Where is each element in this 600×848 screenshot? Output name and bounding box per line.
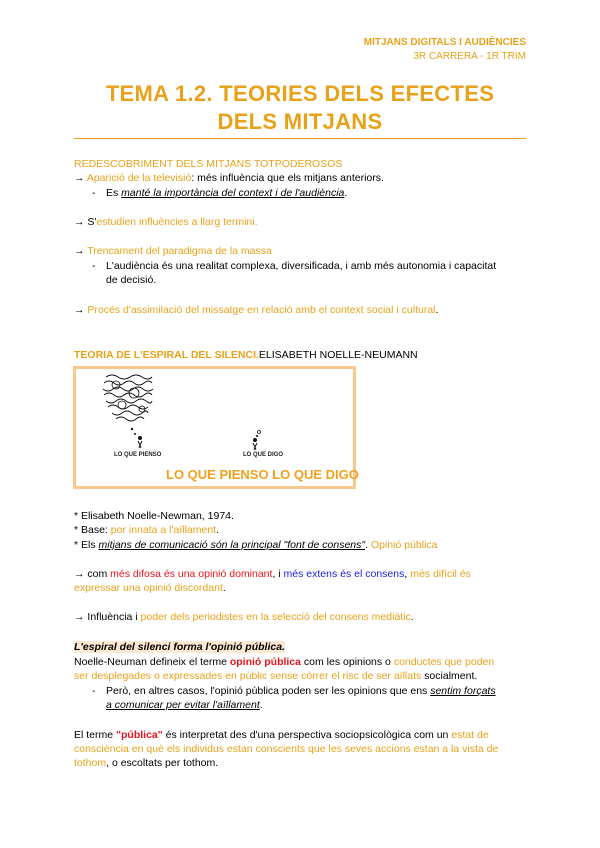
header-course: MITJANS DIGITALS I AUDIÈNCIES bbox=[363, 37, 526, 48]
s2-bullet-3-post: . bbox=[365, 539, 371, 551]
s3-para-line1-red: "pública" bbox=[116, 729, 163, 741]
title-divider bbox=[74, 138, 526, 139]
s2-para-1-orange: més difícil és bbox=[410, 568, 471, 580]
figure-caption: LO QUE PIENSO LO QUE DIGO bbox=[166, 467, 359, 482]
s3-sub-line2 bbox=[106, 698, 263, 712]
s2-para-2-pre: → Influència i bbox=[74, 611, 141, 623]
s1-item-3-pre: → bbox=[74, 245, 88, 257]
s2-para-2-highlight: poder dels periodistes en la selecció del consens mediàtic bbox=[140, 611, 411, 623]
person-right-icon bbox=[253, 438, 257, 450]
figure-label-small-left: LO QUE PIENSO bbox=[114, 452, 162, 458]
section-heading-espiral bbox=[74, 348, 418, 362]
s2-bullet-2 bbox=[74, 523, 219, 537]
s3-para-line1 bbox=[74, 728, 489, 742]
s3-line-2-b: socialment. bbox=[421, 670, 478, 682]
s2-para-1-line1 bbox=[74, 567, 471, 581]
s1-item-2-highlight: estudien influències a llarg termini. bbox=[96, 216, 258, 228]
s3-sub-line2-post: . bbox=[259, 699, 263, 711]
page-title bbox=[0, 80, 600, 136]
s2-para-1-line2-orange: expressar una opinió discordant bbox=[74, 582, 223, 594]
s3-sub-dash: - bbox=[92, 685, 96, 697]
thought-cloud-icon bbox=[102, 373, 154, 435]
s1-item-4-highlight: Procés d'assimilació del missatge en relació amb el context social i cultural bbox=[87, 304, 436, 316]
s1-item-3-highlight: Trencament del paradigma de la massa bbox=[87, 245, 272, 257]
s3-para-line3-b: , o escoltats per tothom. bbox=[106, 757, 219, 769]
section-heading-opinio bbox=[74, 640, 285, 654]
s1-item-3 bbox=[74, 244, 272, 258]
s3-para-line1-a: El terme bbox=[74, 729, 117, 741]
s2-bullet-2-pre: * Base: bbox=[74, 524, 111, 536]
s1-item-3-sub-dash: - bbox=[92, 260, 96, 272]
s2-para-2 bbox=[74, 610, 414, 624]
figure-label-small-right: LO QUE DIGO bbox=[243, 452, 284, 458]
s1-item-2 bbox=[74, 215, 258, 229]
s3-para-line2: consciència en què els individus estan conscients que les seves accions estan a la vista de bbox=[74, 743, 499, 755]
person-left-icon bbox=[138, 436, 142, 448]
s2-bullet-3 bbox=[74, 538, 438, 552]
s3-line-1-c: com les opinions o bbox=[301, 656, 394, 668]
arrow: → bbox=[74, 172, 87, 184]
s2-para-1-e: , bbox=[404, 568, 411, 580]
s1-item-1-sub-pre: Es bbox=[106, 187, 122, 199]
s3-para-line3-orange: tothom bbox=[74, 757, 107, 769]
s3-para-line1-c: és interpretat des d'una perspectiva sociopsicològica com un bbox=[162, 729, 452, 741]
s1-item-1 bbox=[74, 171, 384, 185]
s1-item-1-highlight: Aparició de la televisió bbox=[86, 172, 192, 184]
s1-item-2-pre: → S' bbox=[74, 216, 97, 228]
s1-item-1-sub-post: . bbox=[344, 187, 348, 199]
s1-item-3-sub-line1: L'audiència és una realitat complexa, diversificada, i amb més autonomia i capacitat bbox=[106, 260, 497, 272]
s2-bullet-3-pre: * Els bbox=[74, 539, 99, 551]
section-heading-opinio-text: L'espiral del silenci forma l'opinió pública. bbox=[74, 641, 285, 653]
s2-bullet-3-highlight: Opinió pública bbox=[370, 539, 438, 551]
page-title-line2: DELS MITJANS bbox=[217, 109, 383, 134]
page-title-line1: TEMA 1.2. TEORIES DELS EFECTES bbox=[105, 81, 495, 106]
s1-item-1-sub-em: manté la importància del context i de l'audiència bbox=[121, 187, 345, 199]
s1-item-4-pre: → bbox=[74, 304, 88, 316]
s2-para-1-red: més difosa és una opinió dominant bbox=[110, 568, 273, 580]
s2-para-1-blue: més extens és el consens bbox=[283, 568, 405, 580]
s2-para-1-line2 bbox=[74, 581, 226, 595]
s3-line-1-orange: conductes que poden bbox=[393, 656, 495, 668]
s3-line-1 bbox=[74, 655, 494, 669]
speech-small-icon bbox=[256, 431, 261, 438]
s2-bullet-2-highlight: por innata a l'aïllament bbox=[110, 524, 217, 536]
s2-bullet-1: * Elisabeth Noelle-Newman, 1974. bbox=[74, 510, 234, 522]
s3-line-1-red: opinió pública bbox=[229, 656, 301, 668]
section-heading-espiral-title: TEORIA DE L'ESPIRAL DEL SILENCI. bbox=[74, 349, 259, 361]
s3-para-line1-orange: estat de bbox=[451, 729, 489, 741]
s1-item-1-sub bbox=[106, 186, 347, 200]
s2-para-2-post: . bbox=[410, 611, 414, 623]
s3-line-2-orange: ser desplegades o expressades en públic sense córrer el risc de ser aïllats bbox=[74, 670, 422, 682]
s2-para-1-a: → com bbox=[74, 568, 111, 580]
header-year: 3R CARRERA - 1R TRIM bbox=[413, 51, 526, 62]
s2-para-1-line2-post: . bbox=[222, 582, 226, 594]
s2-bullet-3-em: mitjans de comunicació són la principal "font de consens" bbox=[98, 539, 366, 551]
s1-item-3-sub-line2: de decisió. bbox=[106, 274, 157, 286]
s1-item-1-text: : més influència que els mitjans anteriors. bbox=[191, 172, 384, 184]
s2-bullet-2-post: . bbox=[216, 524, 220, 536]
s3-para-line3 bbox=[74, 756, 218, 770]
s3-sub-line2-em: a comunicar per evitar l'aïllament bbox=[106, 699, 260, 711]
s3-line-1-a: Noelle-Neuman defineix el terme bbox=[74, 656, 230, 668]
s1-item-4-post: . bbox=[435, 304, 439, 316]
s3-line-2 bbox=[74, 669, 477, 683]
section-heading-espiral-author: ELISABETH NOELLE-NEUMANN bbox=[258, 349, 418, 361]
section-heading-redescobriment: REDESCOBRIMENT DELS MITJANS TOTPODEROSOS bbox=[74, 158, 343, 170]
s3-sub-line1-a: Però, en altres casos, l'opinió pública poden ser les opinions que ens bbox=[106, 685, 431, 697]
s2-para-1-c: , i bbox=[272, 568, 284, 580]
s3-sub-line1-em: sentim forçats bbox=[430, 685, 496, 697]
s1-item-1-sub-dash: - bbox=[92, 187, 96, 199]
spiral-figure bbox=[73, 366, 359, 489]
s3-sub-line1 bbox=[106, 684, 496, 698]
s1-item-4 bbox=[74, 303, 438, 317]
